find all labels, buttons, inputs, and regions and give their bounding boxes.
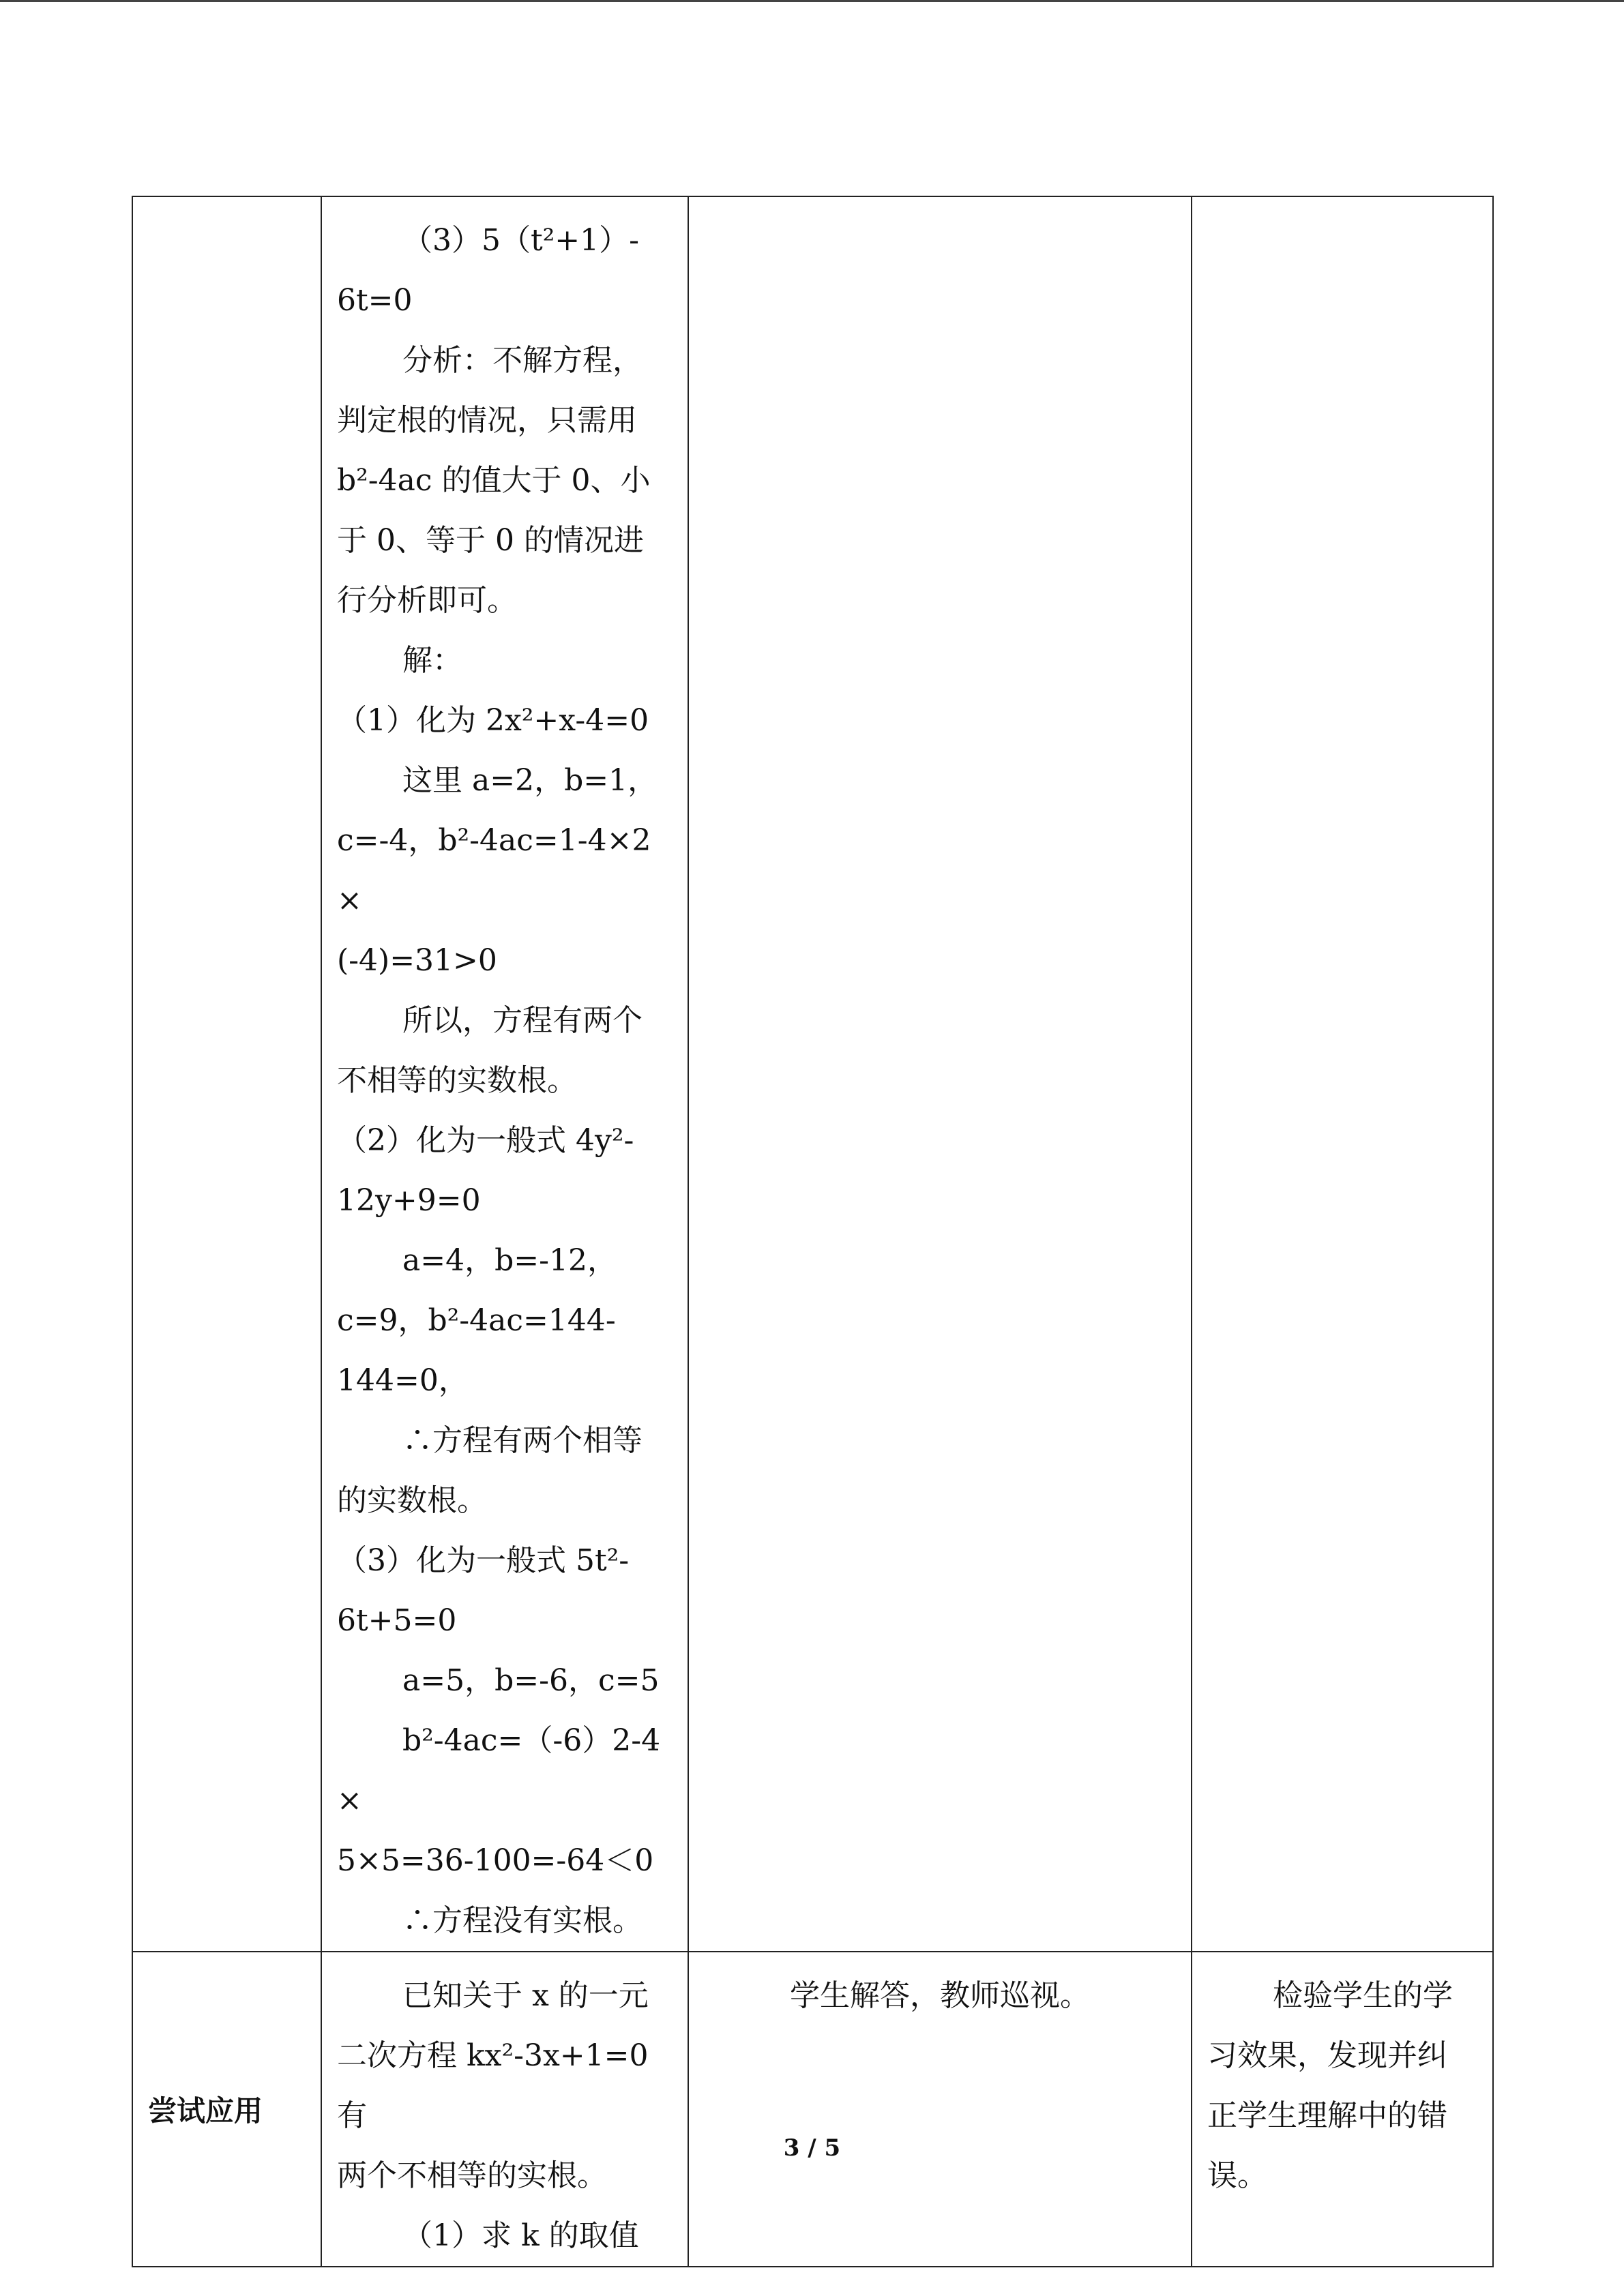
table-row-try-apply — [132, 1952, 1493, 2267]
content-line: 所以，方程有两个 — [402, 1003, 643, 1038]
content-line: 解： — [402, 643, 462, 678]
content-cell — [321, 1952, 688, 2267]
intent-line: 误。 — [1207, 2158, 1267, 2193]
content-line: 已知关于 x 的一元 — [402, 1978, 649, 2013]
page-number: 3 / 5 — [783, 2134, 841, 2162]
content-line: 不相等的实数根。 — [337, 1063, 577, 1098]
intent-line: 习效果，发现并纠 — [1207, 2038, 1447, 2073]
content-line: （1）求 k 的取值 — [402, 2218, 639, 2253]
content-line: 两个不相等的实根。 — [337, 2158, 607, 2193]
content-line: 6t+5=0 — [337, 1603, 457, 1638]
stage-cell — [132, 1952, 321, 2267]
intent-line: 检验学生的学 — [1273, 1978, 1453, 2013]
page-top-border — [0, 0, 1624, 2]
content-line: 144=0， — [337, 1363, 469, 1398]
intent-line: 正学生理解中的错 — [1207, 2098, 1447, 2133]
content-line: b²-4ac 的值大于 0、小 — [337, 463, 651, 498]
content-line: c=-4，b²-4ac=1-4×2× — [337, 823, 651, 918]
content-line: 判定根的情况，只需用 — [337, 403, 637, 438]
content-line: 的实数根。 — [337, 1483, 487, 1518]
content-line: 于 0、等于 0 的情况进 — [337, 523, 644, 558]
table-row-continuation — [132, 196, 1493, 1952]
content-line: (-4)=31>0 — [337, 943, 497, 978]
content-line: a=4，b=-12， — [402, 1243, 617, 1278]
content-line: 6t=0 — [337, 283, 413, 318]
content-line: c=9，b²-4ac=144- — [337, 1303, 616, 1338]
content-cell — [321, 196, 688, 1952]
content-text — [322, 197, 688, 1951]
stage-cell-empty — [132, 196, 321, 1952]
content-line: 分析：不解方程， — [402, 343, 643, 378]
content-line: （2）化为一般式 4y²- — [337, 1123, 634, 1158]
lesson-plan-table — [132, 196, 1494, 2267]
intent-cell — [1192, 196, 1493, 1952]
intent-text — [1192, 1952, 1492, 2206]
activity-cell — [688, 1952, 1192, 2267]
content-line: （3）化为一般式 5t²- — [337, 1543, 630, 1578]
content-line: 12y+9=0 — [337, 1183, 481, 1218]
content-line: ∴方程没有实根。 — [402, 1903, 643, 1938]
content-line: （3）5（t²+1）- — [402, 223, 640, 258]
content-line: 5×5=36-100=-64＜0 — [337, 1843, 654, 1878]
content-line: （1）化为 2x²+x-4=0 — [337, 703, 649, 738]
content-text — [322, 1952, 688, 2266]
stage-label: 尝试应用 — [148, 2094, 263, 2128]
intent-cell — [1192, 1952, 1493, 2267]
content-line: 行分析即可。 — [337, 583, 517, 618]
content-line: ∴方程有两个相等 — [402, 1423, 643, 1458]
content-line: b²-4ac=（-6）2-4× — [337, 1723, 661, 1818]
activity-cell — [688, 196, 1192, 1952]
activity-text: 学生解答，教师巡视。 — [790, 1978, 1090, 2013]
content-line: 这里 a=2，b=1， — [402, 763, 658, 798]
content-line: 二次方程 kx²-3x+1=0 有 — [337, 2038, 649, 2133]
content-line: a=5，b=-6，c=5 — [402, 1663, 660, 1698]
